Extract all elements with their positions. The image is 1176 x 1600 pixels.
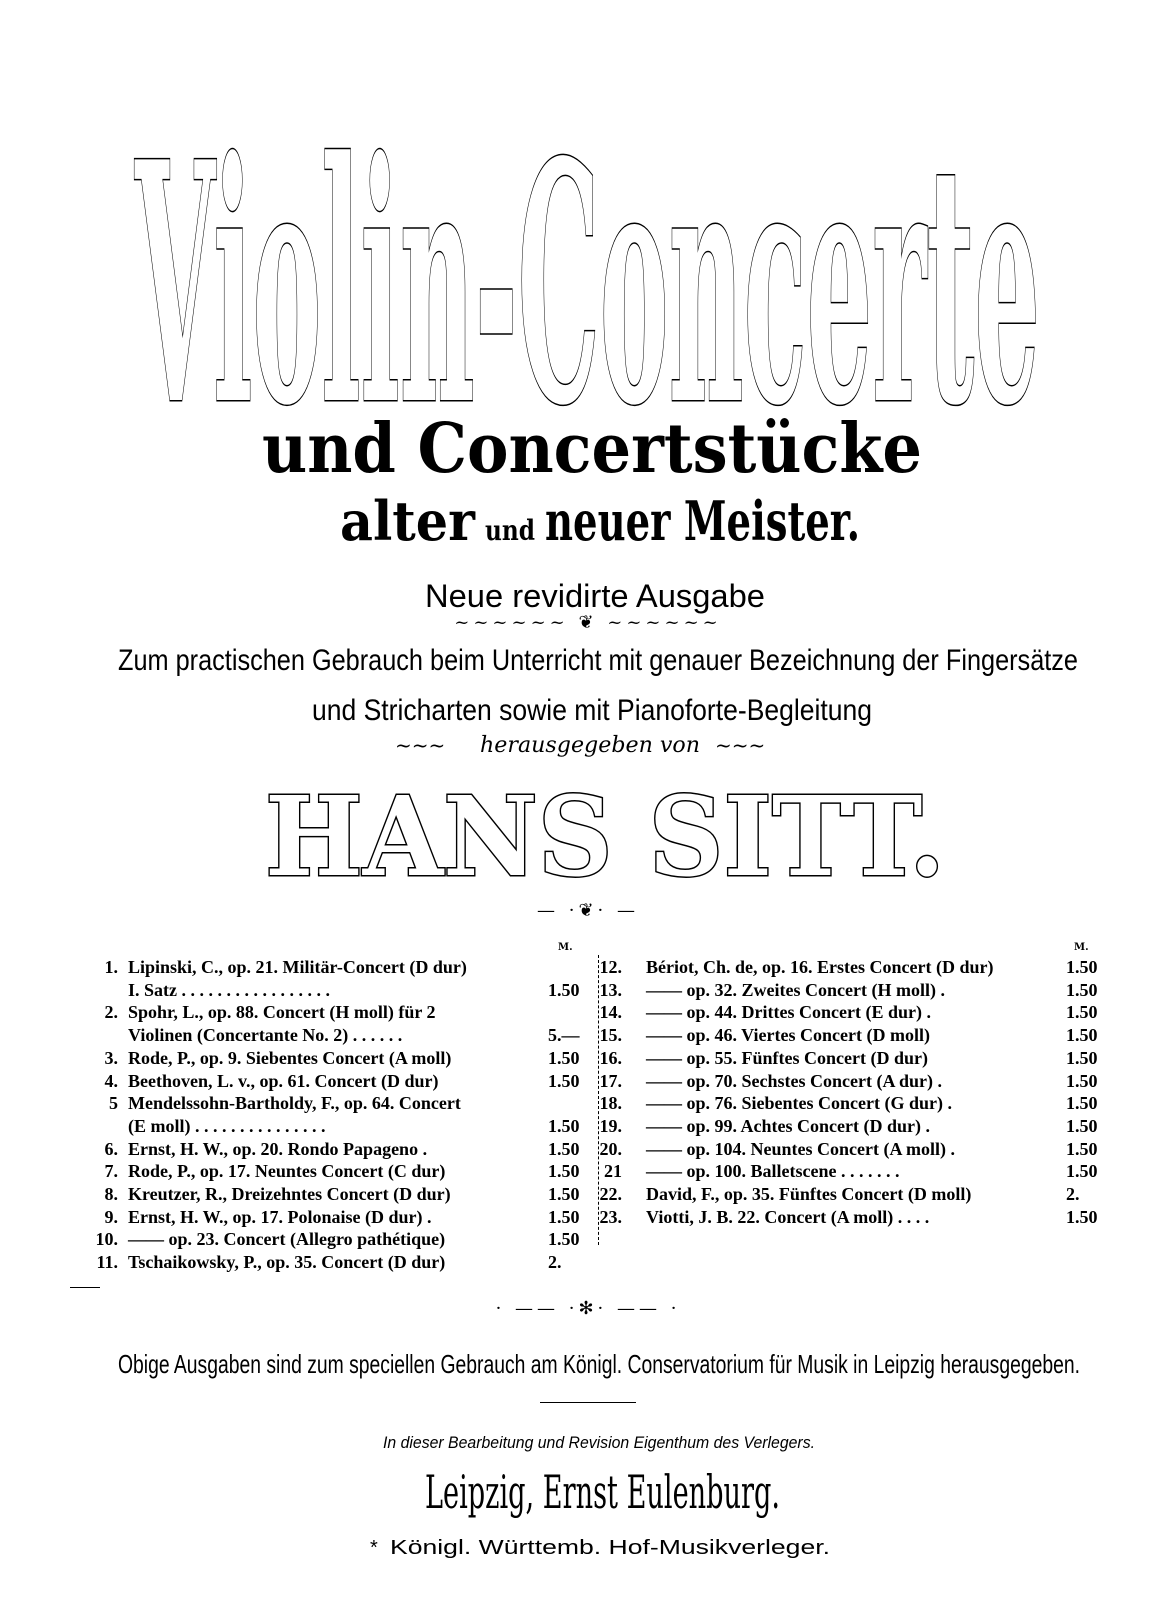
svg-text:*: * [370, 1537, 378, 1559]
entry-number: 11. [96, 1252, 118, 1273]
entry-number: 15. [599, 1025, 622, 1046]
subtitle-und: und [485, 514, 535, 547]
entry-title: —— op. 55. Fünftes Concert (D dur) [646, 1047, 928, 1068]
ornament-divider: · —— ·✻· —— · [495, 1298, 681, 1319]
entry-title: Bériot, Ch. de, op. 16. Erstes Concert (D dur) [646, 957, 994, 977]
publisher-text: Leipzig, Ernst Eulenburg. [425, 1465, 780, 1518]
entry-number: 16. [599, 1047, 622, 1068]
svg-text:~~~: ~~~ [395, 733, 446, 757]
rule [540, 1402, 636, 1403]
subtitle-concertstuecke [0, 410, 1176, 482]
entry-title: Kreutzer, R., Dreizehntes Concert (D dur) [128, 1184, 451, 1204]
description-2-text: und Stricharten sowie mit Pianoforte-Begleitung [312, 694, 872, 727]
description-line-2 [0, 690, 1176, 730]
entry-price: 5.— [548, 1025, 580, 1046]
edition-label [0, 575, 1176, 615]
entry-number: 6. [104, 1138, 118, 1159]
entry-number: 17. [599, 1070, 622, 1091]
entry-title: —— op. 32. Zweites Concert (H moll) . [646, 979, 945, 1000]
ornament-divider: — ·❦· — [537, 900, 639, 921]
entry-number: 13. [599, 979, 622, 1000]
description-1-text: Zum practischen Gebrauch beim Unterricht mit genauer Bezeichnung der Fingersätze [118, 644, 1078, 677]
edition-text: Neue revidirte Ausgabe [425, 578, 765, 614]
entry-number: 2. [104, 1002, 118, 1023]
entry-price: 2. [548, 1252, 562, 1273]
entry-price: 1.50 [1066, 1115, 1098, 1136]
entry-title: Rode, P., op. 17. Neuntes Concert (C dur) [128, 1161, 446, 1182]
entry-title: (E moll) . . . . . . . . . . . . . . . [128, 1115, 326, 1136]
entry-price: 1.50 [548, 1138, 580, 1159]
warrant-text: Königl. Württemb. Hof-Musikverleger. [390, 1537, 830, 1559]
publisher-warrant [0, 1532, 1176, 1562]
entry-price: 1.50 [548, 1070, 580, 1091]
editor-name-text: HANS SITT. [265, 775, 945, 885]
entry-title: Lipinski, C., op. 21. Militär-Concert (D dur) [128, 957, 467, 977]
entry-number: 4. [104, 1070, 118, 1091]
subtitle-neuer-meister: neuer Meister. [545, 489, 860, 550]
entry-price: 1.50 [1066, 957, 1098, 977]
entry-title: —— op. 46. Viertes Concert (D moll) [646, 1025, 930, 1046]
entry-price: 1.50 [1066, 1047, 1098, 1068]
entry-title: Violinen (Concertante No. 2) . . . . . . [128, 1025, 403, 1046]
entry-price: 1.50 [548, 1184, 580, 1204]
note-text: Obige Ausgaben sind zum speciellen Gebrauch am Königl. Conservatorium für Musik in Leipzig herausgegeben. [118, 1349, 1080, 1379]
entry-number: 12. [599, 957, 622, 977]
entry-number: 19. [599, 1115, 622, 1136]
editor-label-text: herausgegeben von [480, 733, 700, 758]
price-header-left: M. [558, 942, 573, 953]
main-title-text: Violin-Concerte [133, 90, 1040, 420]
entry-title: Tschaikowsky, P., op. 35. Concert (D dur) [128, 1252, 446, 1273]
entry-number: 9. [104, 1206, 118, 1227]
editor-label [0, 728, 1176, 760]
entry-price: 1.50 [1066, 1161, 1098, 1182]
entry-title: Spohr, L., op. 88. Concert (H moll) für 2 [128, 1002, 436, 1023]
entry-number: 18. [599, 1093, 622, 1114]
entry-price: 1.50 [1066, 1138, 1098, 1159]
entry-price: 1.50 [1066, 979, 1098, 1000]
entry-price: 1.50 [1066, 1002, 1098, 1023]
subtitle-meister [0, 485, 1176, 550]
entry-number: 10. [95, 1229, 118, 1250]
entry-price: 1.50 [548, 1161, 580, 1182]
rule [70, 1287, 100, 1288]
entry-number: 3. [104, 1047, 118, 1068]
entry-title: Viotti, J. B. 22. Concert (A moll) . . . . [646, 1206, 930, 1227]
price-header-right: M. [1074, 942, 1089, 953]
entry-price: 1.50 [548, 1047, 580, 1068]
entry-title: —— op. 100. Balletscene . . . . . . . [646, 1161, 900, 1182]
entry-number: 23. [599, 1206, 622, 1227]
entry-title: —— op. 44. Drittes Concert (E dur) . [646, 1002, 931, 1023]
entry-number: 22. [599, 1184, 622, 1204]
entry-title: —— op. 104. Neuntes Concert (A moll) . [646, 1138, 955, 1159]
entry-number: 1. [104, 957, 118, 977]
entry-price: 1.50 [1066, 1070, 1098, 1091]
entry-price: 1.50 [548, 1206, 580, 1227]
entry-price: 1.50 [1066, 1206, 1098, 1227]
entry-number: 7. [104, 1161, 118, 1182]
entry-title: I. Satz . . . . . . . . . . . . . . . . . [128, 979, 330, 1000]
description-line-1 [0, 640, 1176, 680]
entry-price: 1.50 [548, 1115, 580, 1136]
rights-notice [0, 1430, 1176, 1454]
entry-title: —— op. 70. Sechstes Concert (A dur) . [646, 1070, 942, 1091]
subtitle-1-text: und Concertstücke [262, 410, 922, 482]
entry-title: Ernst, H. W., op. 17. Polonaise (D dur) . [128, 1206, 432, 1227]
subtitle-alter: alter [340, 489, 476, 550]
entry-price: 1.50 [1066, 1025, 1098, 1046]
conservatory-note [0, 1345, 1176, 1381]
entry-number: 5 [109, 1093, 118, 1114]
entry-price: 1.50 [548, 979, 580, 1000]
entry-title: —— op. 23. Concert (Allegro pathétique) [128, 1229, 446, 1250]
svg-text:~~~: ~~~ [715, 733, 766, 757]
publisher [0, 1462, 1176, 1518]
editor-name [0, 775, 1176, 885]
ornament-divider: ~~~~~~ ❦ ~~~~~~ [454, 612, 722, 633]
main-title [0, 50, 1176, 420]
entry-title: —— op. 76. Siebentes Concert (G dur) . [646, 1093, 952, 1114]
rights-text: In dieser Bearbeitung und Revision Eigenthum des Verlegers. [383, 1433, 815, 1452]
entry-price: 1.50 [548, 1229, 580, 1250]
entry-number: 8. [104, 1184, 118, 1204]
entry-title: Ernst, H. W., op. 20. Rondo Papageno . [128, 1138, 428, 1159]
entry-title: —— op. 99. Achtes Concert (D dur) . [646, 1115, 930, 1136]
entry-number: 20. [599, 1138, 622, 1159]
entry-price: 2. [1066, 1184, 1080, 1204]
entry-price: 1.50 [1066, 1093, 1098, 1114]
entry-title: Beethoven, L. v., op. 61. Concert (D dur) [128, 1070, 439, 1091]
entry-number: 21 [604, 1161, 622, 1182]
entry-title: Mendelssohn-Bartholdy, F., op. 64. Concert [128, 1093, 461, 1114]
entry-title: Rode, P., op. 9. Siebentes Concert (A moll) [128, 1047, 452, 1068]
entry-number: 14. [599, 1002, 622, 1023]
entry-title: David, F., op. 35. Fünftes Concert (D moll) [646, 1184, 972, 1204]
